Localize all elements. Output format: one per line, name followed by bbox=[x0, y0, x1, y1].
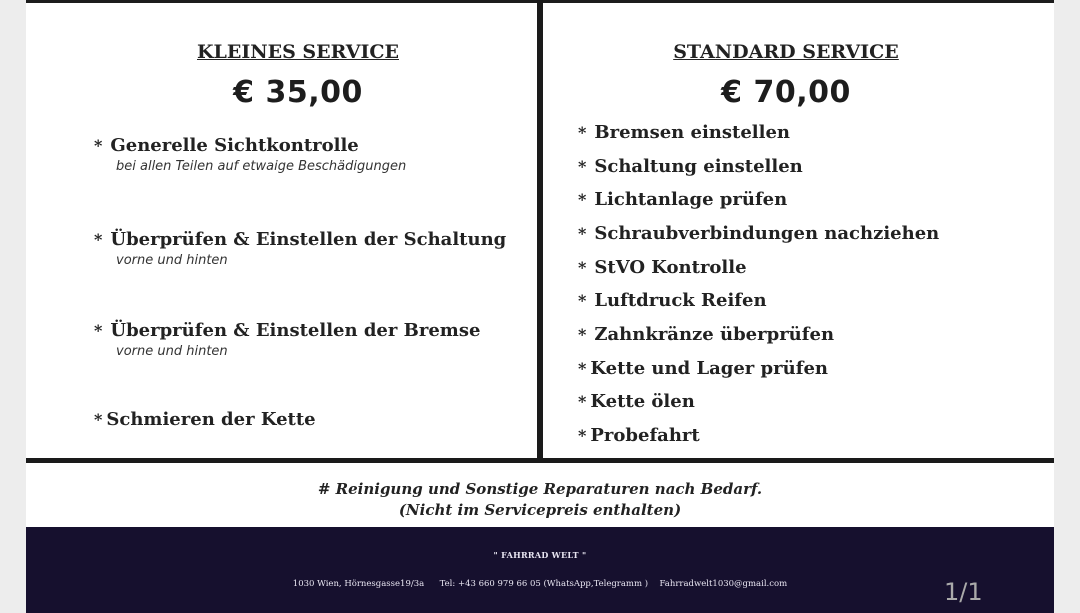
item-label: StVO Kontrolle bbox=[594, 257, 747, 278]
item-label: Zahnkränze überprüfen bbox=[594, 324, 835, 345]
kleines-service-title: KLEINES SERVICE bbox=[197, 41, 399, 63]
footer-band bbox=[26, 527, 1054, 613]
item-label: Kette ölen bbox=[590, 391, 695, 412]
item-label: Bremsen einstellen bbox=[594, 122, 791, 143]
kleines-item-4 bbox=[94, 409, 316, 430]
item-label: Generelle Sichtkontrolle bbox=[110, 135, 359, 156]
bullet-star-icon: * bbox=[578, 291, 587, 310]
service-document bbox=[26, 0, 1054, 613]
item-label: Überprüfen & Einstellen der Bremse bbox=[110, 320, 481, 341]
item-label: Lichtanlage prüfen bbox=[594, 189, 788, 210]
email: Fahrradwelt1030@gmail.com bbox=[659, 579, 788, 589]
horizontal-rule bbox=[26, 458, 1054, 463]
standard-item-5 bbox=[578, 257, 747, 278]
kleines-service-price: € 35,00 bbox=[233, 75, 363, 110]
item-label: Überprüfen & Einstellen der Schaltung bbox=[110, 229, 507, 250]
kleines-item-2-note: vorne und hinten bbox=[116, 253, 228, 268]
bullet-star-icon: * bbox=[94, 136, 103, 155]
bullet-star-icon: * bbox=[578, 190, 587, 209]
bullet-star-icon: * bbox=[578, 157, 587, 176]
standard-item-2 bbox=[578, 156, 803, 177]
standard-service-title: STANDARD SERVICE bbox=[673, 41, 899, 63]
kleines-item-3 bbox=[94, 320, 480, 341]
standard-item-1 bbox=[578, 122, 790, 143]
bullet-star-icon: * bbox=[94, 321, 103, 340]
bullet-star-icon: * bbox=[94, 230, 103, 249]
contact-line bbox=[26, 579, 1054, 589]
bullet-star-icon: * bbox=[578, 359, 587, 378]
standard-item-8 bbox=[578, 358, 828, 379]
bullet-star-icon: * bbox=[578, 258, 587, 277]
standard-item-3 bbox=[578, 189, 787, 210]
extra-note-line1: # Reinigung und Sonstige Reparaturen nach Bedarf. bbox=[317, 480, 763, 498]
kleines-item-1 bbox=[94, 135, 359, 156]
standard-item-6 bbox=[578, 290, 767, 311]
standard-item-10 bbox=[578, 425, 700, 446]
page-indicator: 1/1 bbox=[944, 578, 983, 606]
phone: Tel: +43 660 979 66 05 (WhatsApp,Telegramm ) bbox=[439, 579, 649, 589]
extra-note-line2: (Nicht im Servicepreis enthalten) bbox=[398, 501, 682, 519]
item-label: Kette und Lager prüfen bbox=[590, 358, 828, 379]
item-label: Schaltung einstellen bbox=[594, 156, 803, 177]
kleines-item-2 bbox=[94, 229, 506, 250]
bullet-star-icon: * bbox=[578, 392, 587, 411]
bullet-star-icon: * bbox=[578, 426, 587, 445]
item-label: Probefahrt bbox=[590, 425, 700, 446]
item-label: Luftdruck Reifen bbox=[594, 290, 767, 311]
address: 1030 Wien, Hörnesgasse19/3a bbox=[292, 579, 425, 589]
item-label: Schraubverbindungen nachziehen bbox=[594, 223, 940, 244]
standard-item-4 bbox=[578, 223, 939, 244]
kleines-item-3-note: vorne und hinten bbox=[116, 344, 228, 359]
standard-service-price: € 70,00 bbox=[721, 75, 851, 110]
bullet-star-icon: * bbox=[578, 224, 587, 243]
column-divider bbox=[537, 0, 543, 462]
standard-item-7 bbox=[578, 324, 834, 345]
kleines-item-1-note: bei allen Teilen auf etwaige Beschädigungen bbox=[116, 159, 407, 174]
bullet-star-icon: * bbox=[578, 325, 587, 344]
brand-name: " FAHRRAD WELT " bbox=[493, 550, 587, 560]
bullet-star-icon: * bbox=[94, 410, 103, 429]
item-label: Schmieren der Kette bbox=[106, 409, 316, 430]
bullet-star-icon: * bbox=[578, 123, 587, 142]
standard-item-9 bbox=[578, 391, 695, 412]
